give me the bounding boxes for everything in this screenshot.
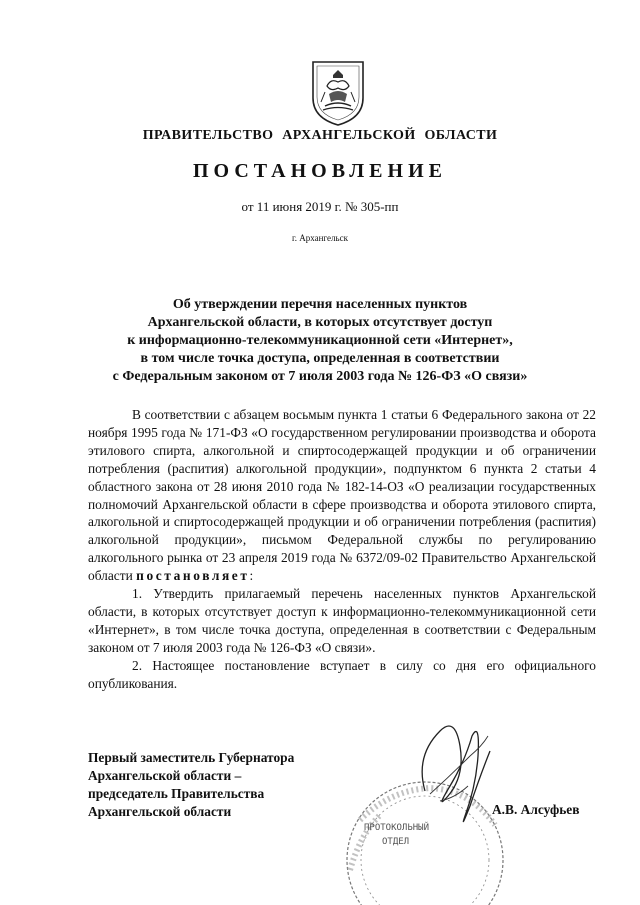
document-type: ПОСТАНОВЛЕНИЕ	[193, 160, 447, 182]
signer-position	[88, 749, 348, 821]
signer-position-line: Первый заместитель Губернатора	[88, 750, 295, 765]
signer-position-line: Архангельской области –	[88, 767, 242, 783]
heading-line: к информационно-телекоммуникационной сети «Интернет»,	[127, 333, 513, 348]
handwritten-signature	[410, 716, 500, 836]
stamp-text-line: ОТДЕЛ	[382, 837, 410, 847]
item-2-paragraph: 2. Настоящее постановление вступает в силу со дня его официального опубликования.	[88, 657, 596, 691]
government-title: ПРАВИТЕЛЬСТВО АРХАНГЕЛЬСКОЙ ОБЛАСТИ	[142, 128, 498, 143]
heading-line: Архангельской области, в которых отсутствует доступ	[147, 315, 493, 330]
decree-colon: :	[249, 568, 254, 584]
stamp-text-line: ПРОТОКОЛЬНЫЙ	[364, 823, 430, 833]
preamble-text: В соответствии с абзацем восьмым пункта 1 статьи 6 Федерального закона от 22 ноября 1995 года № 171-ФЗ «О государственном регулировании производства и оборота этилового спирта, алкогольной и спиртосодержащей продукции и об ограничении потребления (распития) алкогольной продукции», подпунктом 6 пункта 2 статьи 4 областного закона от 28 июня 2010 года № 182-14-ОЗ «О реализации государственных полномочий Архангельской области в сфере производства и оборота этилового спирта, алкогольной и спиртосодержащей продукции и об ограничении потребления (распития) алкогольной продукции», письмом Федеральной службы по регулированию алкогольного рынка от 23 апреля 2019 года № 6372/09-02 Правительство Архангельской области	[88, 407, 596, 584]
document-body	[88, 406, 596, 693]
coat-of-arms-emblem	[309, 58, 367, 128]
document-date-number: от 11 июня 2019 г. № 305-пп	[241, 199, 399, 214]
decree-word: постановляет	[136, 568, 250, 584]
signer-name: А.В. Алсуфьев	[492, 802, 580, 817]
heading-line: Об утверждении перечня населенных пунктов	[172, 297, 468, 312]
document-city: г. Архангельск	[292, 233, 348, 243]
item-1-paragraph: 1. Утвердить прилагаемый перечень населенных пунктов Архангельской области, в которых отсутствует доступ к информационно-телекоммуникационной сети «Интернет», в том числе точка доступа, определенная в соответствии с Федеральным законом от 7 июля 2003 года № 126-ФЗ «О связи».	[88, 586, 596, 655]
signer-position-line: Архангельской области	[88, 803, 232, 819]
document-heading	[60, 296, 580, 386]
preamble-paragraph	[88, 406, 596, 585]
signer-position-line: председатель Правительства	[88, 785, 265, 801]
heading-line: в том числе точка доступа, определенная в соответствии	[140, 351, 500, 366]
heading-line: с Федеральным законом от 7 июля 2003 года № 126-ФЗ «О связи»	[112, 369, 528, 384]
